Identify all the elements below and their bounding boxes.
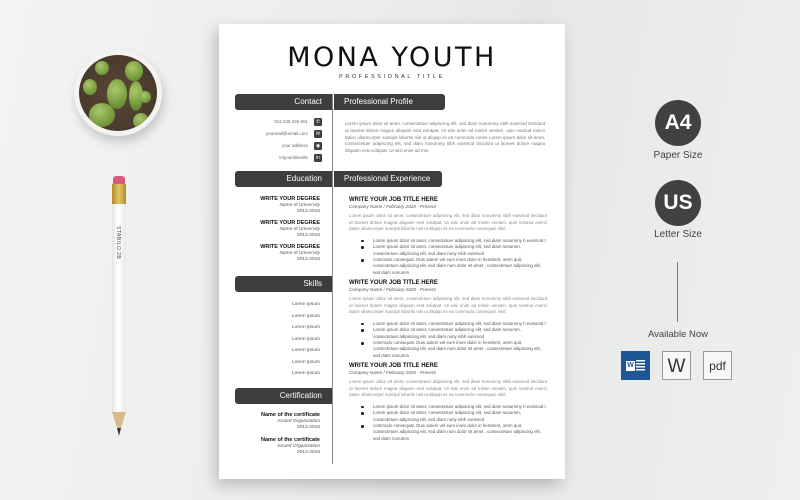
years: 2013-2015 bbox=[297, 209, 320, 214]
degree: WRITE YOUR DEGREE bbox=[260, 244, 320, 250]
issued-organization: Issued Organization bbox=[277, 444, 320, 449]
section-education: Education bbox=[235, 171, 332, 187]
years: 2013-2015 bbox=[297, 450, 320, 455]
skill-item: Lorem Ipsum bbox=[292, 360, 320, 365]
section-profile: Professional Profile bbox=[334, 94, 445, 110]
a4-badge: A4 bbox=[655, 100, 701, 146]
education-item bbox=[239, 220, 320, 238]
degree: WRITE YOUR DEGREE bbox=[260, 196, 320, 202]
section-experience: Professional Experience bbox=[334, 171, 442, 187]
certificate-name: Name of the certificate bbox=[261, 437, 320, 443]
job-company: Company Name / February 2020 - Present bbox=[349, 287, 436, 292]
pencil-brand: STABILO 2B bbox=[115, 226, 121, 260]
section-certification: Certification bbox=[235, 388, 332, 404]
job-entry bbox=[349, 363, 547, 442]
job-title: WRITE YOUR JOB TITLE HERE bbox=[349, 197, 438, 203]
job-bullet: Lorem ipsum dolor sit amet, consectetuer adipiscing elit, sed diam nonumm, consectetuer adipiscing elit, sed diam nony nibh euismod bbox=[361, 244, 547, 257]
leaf bbox=[133, 113, 149, 129]
contact-address-text: your address bbox=[281, 143, 308, 148]
ms-word-letter: W bbox=[627, 361, 634, 369]
email-icon: ✉ bbox=[315, 130, 321, 137]
leaf bbox=[95, 61, 109, 75]
contact-phone bbox=[239, 117, 322, 126]
education-item bbox=[239, 244, 320, 262]
plant-soil bbox=[79, 55, 157, 131]
contact-phone-text: 012 345 245 601 bbox=[274, 119, 308, 124]
years: 2013-2015 bbox=[297, 425, 320, 430]
section-contact: Contact bbox=[235, 94, 332, 110]
location-icon: ◉ bbox=[315, 142, 321, 149]
degree: WRITE YOUR DEGREE bbox=[260, 220, 320, 226]
job-description: Lorem ipsum dolor sit amet, consectetuer adipiscing elit, sed diam nonummy nibh euismod tincidunt ut laoreet dolore magna aliquam erat volutpat. Ut wisi enim ad minim veniam, quis nostrud exerci tation ullamcorper suscipit lobortis nisl ut aliquip ex ea commodo consequat. Nisl bbox=[349, 213, 547, 232]
professional-title: PROFESSIONAL TITLE bbox=[339, 74, 445, 80]
profile-paragraph: Lorem ipsum dolor sit amet, consectetuer adipiscing elit, sed diam nonummy nibh euismod tincidunt ut laoreet dolore magna aliquam erat volutpat. Ut wisi enim ad minim veniam, quis nostrud exerci tation ullamcorper suscipit lobortis nisl ut aliquip ex ea commodo conse Lorem ipsum dolor sit amet, consectetuer adipiscing elit, sed diam nonummy nibh euismod tincidunt ut laoreet dolore magna aliquam erat volutpat. Ut wisi enim ad min. bbox=[345, 121, 545, 154]
job-title: WRITE YOUR JOB TITLE HERE bbox=[349, 280, 438, 286]
contact-linkedin-text: in/yourlinkedin bbox=[279, 155, 308, 160]
ms-word-lines bbox=[636, 360, 645, 372]
pencil-lead bbox=[117, 428, 121, 436]
contact-linkedin bbox=[239, 153, 322, 162]
university: Name of University bbox=[279, 203, 320, 208]
job-bullets bbox=[349, 238, 547, 276]
leaf bbox=[107, 79, 127, 109]
skill-item: Lorem Ipsum bbox=[292, 314, 320, 319]
pencil-image bbox=[112, 176, 126, 438]
job-description: Lorem ipsum dolor sit amet, consectetuer adipiscing elit, sed diam nonummy nibh euismod tincidunt ut laoreet dolore magna aliquam erat volutpat. Ut wisi enim ad minim veniam, quis nostrud exerci tation ullamcorper suscipit lobortis nisl ut aliquip ex ea commodo consequat. Nisl bbox=[349, 296, 547, 315]
certificate-item bbox=[239, 412, 320, 430]
certificate-item bbox=[239, 437, 320, 455]
skill-item: Lorem Ipsum bbox=[292, 371, 320, 376]
job-company: Company Name / February 2020 - Present bbox=[349, 204, 436, 209]
us-badge: US bbox=[655, 180, 701, 226]
job-title: WRITE YOUR JOB TITLE HERE bbox=[349, 363, 438, 369]
pdf-icon: pdf bbox=[703, 351, 732, 380]
resume-name: MONA YOUTH bbox=[287, 42, 497, 73]
contact-address bbox=[239, 141, 322, 150]
job-bullet: Lorem ipsum dolor sit amet, consectetuer adipiscing elit, sed diam nonumm, consectetuer adipiscing elit, sed diam nony nibh euismod bbox=[361, 410, 547, 423]
column-divider bbox=[332, 94, 333, 464]
available-now-label: Available Now bbox=[647, 329, 709, 340]
job-bullet: Lorem ipsum dolor sit amet, consectetuer adipiscing elit, sed diam nonummy h euismod t bbox=[361, 238, 547, 244]
job-bullets bbox=[349, 404, 547, 442]
paper-size-label: Paper Size bbox=[653, 150, 703, 161]
ms-word-icon bbox=[621, 351, 650, 380]
leaf bbox=[139, 91, 151, 103]
job-description: Lorem ipsum dolor sit amet, consectetuer adipiscing elit, sed diam nonummy nibh euismod tincidunt ut laoreet dolore magna aliquam erat volutpat. Ut wisi enim ad minim veniam, quis nostrud exerci tation ullamcorper suscipit lobortis nisl ut aliquip ex ea commodo consequat. Nisl bbox=[349, 379, 547, 398]
years: 2013-2015 bbox=[297, 233, 320, 238]
university: Name of University bbox=[279, 251, 320, 256]
skill-item: Lorem Ipsum bbox=[292, 302, 320, 307]
job-bullet: Lorem ipsum dolor sit amet, consectetuer adipiscing elit, sed diam nonummy h euismod t bbox=[361, 404, 547, 410]
letter-size-label: Letter Size bbox=[654, 229, 702, 240]
job-bullet: Lorem ipsum dolor sit amet, consectetuer adipiscing elit, sed diam nonummy h euismod t bbox=[361, 321, 547, 327]
pencil-eraser bbox=[113, 176, 125, 184]
resume-paper bbox=[219, 24, 565, 479]
section-skills: Skills bbox=[235, 276, 332, 292]
leaf bbox=[125, 61, 143, 81]
contact-email-text: yourmail@email.com bbox=[265, 131, 308, 136]
skill-item: Lorem Ipsum bbox=[292, 325, 320, 330]
skill-item: Lorem Ipsum bbox=[292, 348, 320, 353]
skill-item: Lorem Ipsum bbox=[292, 337, 320, 342]
job-bullet: commodo consequat. Duis autem vel eum iriure dolor in hendrerit, orem quit, consectetuer adipiscing elit, sed diam num dolor sit amet , consectetuer adipiscing elit, sed diam nonumm bbox=[361, 257, 547, 276]
job-bullets bbox=[349, 321, 547, 359]
separator-line bbox=[677, 262, 678, 322]
phone-icon: ✆ bbox=[315, 118, 321, 125]
leaf bbox=[83, 79, 97, 95]
job-bullet: commodo consequat. Duis autem vel eum iriure dolor in hendrerit, orem quit, consectetuer adipiscing elit, sed diam num dolor sit amet , consectetuer adipiscing elit, sed diam nonumm bbox=[361, 423, 547, 442]
education-item bbox=[239, 196, 320, 214]
job-entry bbox=[349, 280, 547, 359]
pencil-ferrule bbox=[112, 184, 126, 204]
contact-email bbox=[239, 129, 322, 138]
job-entry bbox=[349, 197, 547, 276]
job-bullet: commodo consequat. Duis autem vel eum iriure dolor in hendrerit, orem quit, consectetuer adipiscing elit, sed diam num dolor sit amet , consectetuer adipiscing elit, sed diam nonumm bbox=[361, 340, 547, 359]
word-doc-icon: W bbox=[662, 351, 691, 380]
job-company: Company Name / February 2020 - Present bbox=[349, 370, 436, 375]
years: 2013-2015 bbox=[297, 257, 320, 262]
plant-pot-image bbox=[74, 50, 162, 136]
issued-organization: Issued Organization bbox=[277, 419, 320, 424]
job-bullet: Lorem ipsum dolor sit amet, consectetuer adipiscing elit, sed diam nonumm, consectetuer adipiscing elit, sed diam nony nibh euismod bbox=[361, 327, 547, 340]
university: Name of University bbox=[279, 227, 320, 232]
certificate-name: Name of the certificate bbox=[261, 412, 320, 418]
linkedin-icon: in bbox=[314, 154, 322, 162]
